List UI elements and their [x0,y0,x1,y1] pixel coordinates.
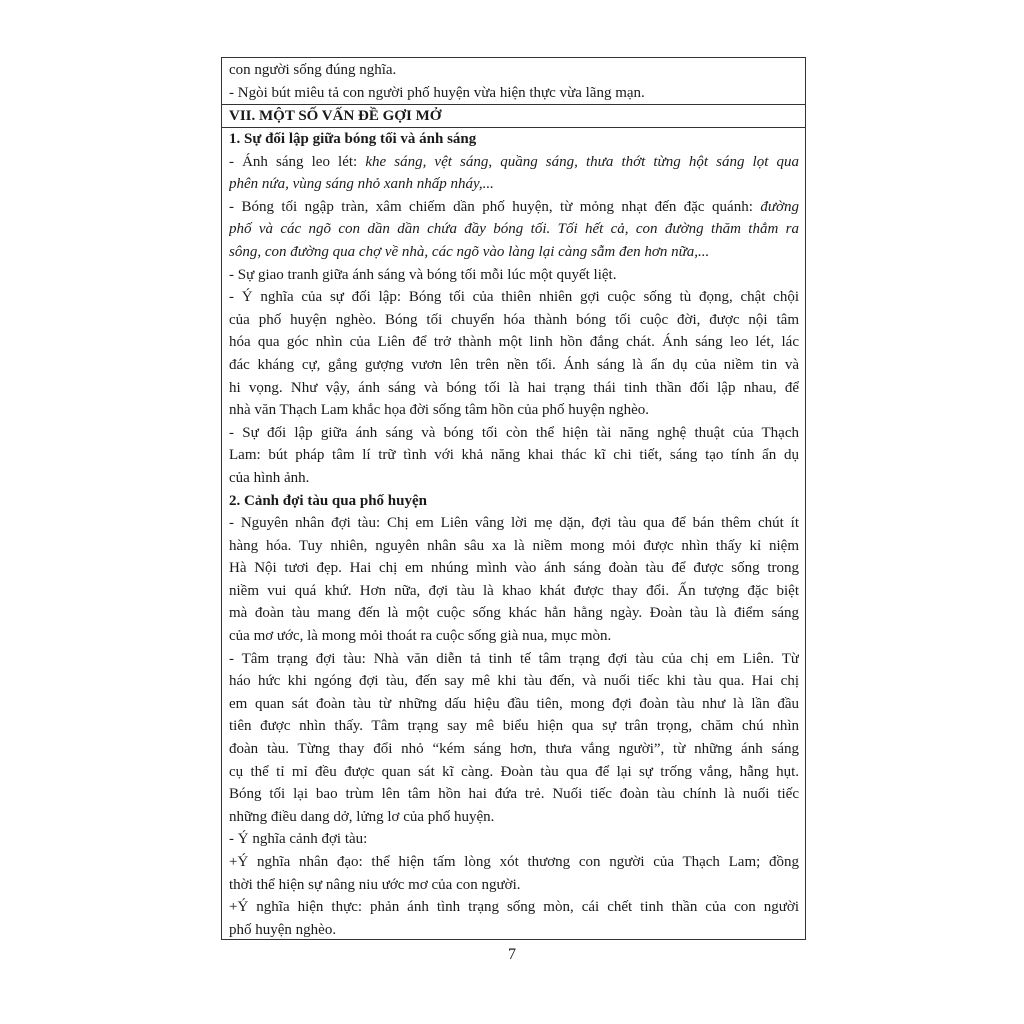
text-line: - Ý nghĩa của sự đối lập: Bóng tối của thiên nhiên gợi cuộc sống tù đọng, chật chội [229,289,799,306]
italic-run: khe sáng, vệt sáng, quầng sáng, thưa thớt từng hột sáng lọt qua [365,153,799,170]
text-line: con người sống đúng nghĩa. [229,62,397,78]
text-line: niềm vui quá khứ. Hơn nữa, đợi tàu là khao khát được thay đổi. Ấn tượng đặc biệt [229,582,799,599]
text-line: Bóng tối lại bao trùm lên tâm hồn hai đứa trẻ. Nuối tiếc đoàn tàu chính là nuối tiếc [229,786,799,803]
text-line: - Ý nghĩa cảnh đợi tàu: [229,831,368,848]
text-line: - Nguyên nhân đợi tàu: Chị em Liên vâng lời mẹ dặn, đợi tàu qua để bán thêm chút ít [229,515,799,532]
text-line: Hà Nội tươi đẹp. Hai chị em nhúng mình vào ánh sáng đoàn tàu để được sống trong [229,560,799,577]
section-body [222,128,805,941]
text-line: - Sự giao tranh giữa ánh sáng và bóng tối mỗi lúc một quyết liệt. [229,266,617,283]
text-line: tiên được nhìn thấy. Tâm trạng say mê biểu hiện qua sự trân trọng, chăm chú nhìn [229,718,799,735]
text-run: - Ánh sáng leo lét: [229,153,366,170]
text-line: Lam: bút pháp tâm lí trữ tình với khả năng khai thác kĩ chi tiết, sáng tạo tính ẩn dụ [229,447,799,464]
text-line: của phố huyện nghèo. Bóng tối chuyển hóa thành bóng tối cuộc đời, được nội tâm [229,311,799,328]
text-line: đác kháng cự, gắng gượng vươn lên trên nền tối. Ánh sáng là ẩn dụ của niềm tin và [229,356,799,373]
text-line: của mơ ước, là mong mỏi thoát ra cuộc sống già nua, mục mòn. [229,628,612,645]
page-number: 7 [508,946,516,963]
text-line: phố huyện nghèo. [229,921,337,938]
text-line: - Sự đối lập giữa ánh sáng và bóng tối còn thể hiện tài năng nghệ thuật của Thạch [229,424,799,441]
section-heading-cell [222,104,805,128]
text-line: những điều dang dở, lửng lơ của phố huyện. [229,808,495,825]
content-frame [221,57,806,940]
text-line: thời thể hiện sự nâng niu ước mơ của con người. [229,876,521,893]
text-line: háo hức khi ngóng đợi tàu, đến say mê khi tàu đến, và nuối tiếc khi tàu qua. Hai chị [229,673,799,690]
text-line: mà đoàn tàu mang đến là một cuộc sống khác hẳn hằng ngày. Đoàn tàu là điểm sáng [229,605,799,622]
text-line: đoàn tàu. Từng thay đổi nhỏ “kém sáng hơn, thưa vắng người”, từ những ánh sáng [229,741,799,758]
italic-run: đường [760,198,799,215]
text-line: +Ý nghĩa nhân đạo: thể hiện tấm lòng xót thương con người của Thạch Lam; đồng [229,854,799,870]
text-run: - Bóng tối ngập tràn, xâm chiếm dần phố huyện, từ mỏng nhạt đến đặc quánh: [229,198,761,215]
section-heading: VII. MỘT SỐ VẤN ĐỀ GỢI MỞ [229,108,442,124]
subheading-2: 2. Cảnh đợi tàu qua phố huyện [229,492,427,509]
text-line [229,151,799,174]
text-line: nhà văn Thạch Lam khắc họa đời sống tâm hồn của phố huyện nghèo. [229,402,650,419]
text-line: em quan sát đoàn tàu từ những dấu hiệu đầu tiên, mong đợi đoàn tàu như là lần đầu [229,695,799,712]
subheading-1: 1. Sự đối lập giữa bóng tối và ánh sáng [229,131,477,147]
text-line: - Ngòi bút miêu tả con người phố huyện vừa hiện thực vừa lãng mạn. [229,84,645,101]
text-line: phố và các ngõ con dần dần chứa đầy bóng tối. Tối hết cả, con đường thăm thẳm ra [229,221,799,238]
text-line: sông, con đường qua chợ về nhà, các ngõ vào làng lại càng sẫm đen hơn nữa,... [229,243,710,260]
text-line: hóa qua góc nhìn của Liên để trở thành một linh hồn đắng chát. Ánh sáng leo lét, lác [229,334,799,351]
carryover-cell [222,58,805,104]
text-line: hi vọng. Như vậy, ánh sáng và bóng tối là hai trạng thái tinh thần đối lập nhau, để [229,379,799,396]
text-line: cụ thể tỉ mỉ đều được quan sát kĩ càng. Đoàn tàu qua để lại sự trống vắng, hẫng hụt. [229,763,799,780]
text-line: phên nứa, vùng sáng nhỏ xanh nhấp nháy,... [229,176,494,193]
text-line: của hình ảnh. [229,469,310,486]
text-line: - Tâm trạng đợi tàu: Nhà văn diễn tả tinh tế tâm trạng đợi tàu của chị em Liên. Từ [229,650,799,667]
text-line: hàng hóa. Tuy nhiên, nguyên nhân sâu xa là niềm mong mỏi được nhìn thấy kỉ niệm [229,537,799,554]
text-line [229,196,799,219]
text-line: +Ý nghĩa hiện thực: phản ánh tình trạng sống mòn, cái chết tinh thần của con người [229,899,799,916]
